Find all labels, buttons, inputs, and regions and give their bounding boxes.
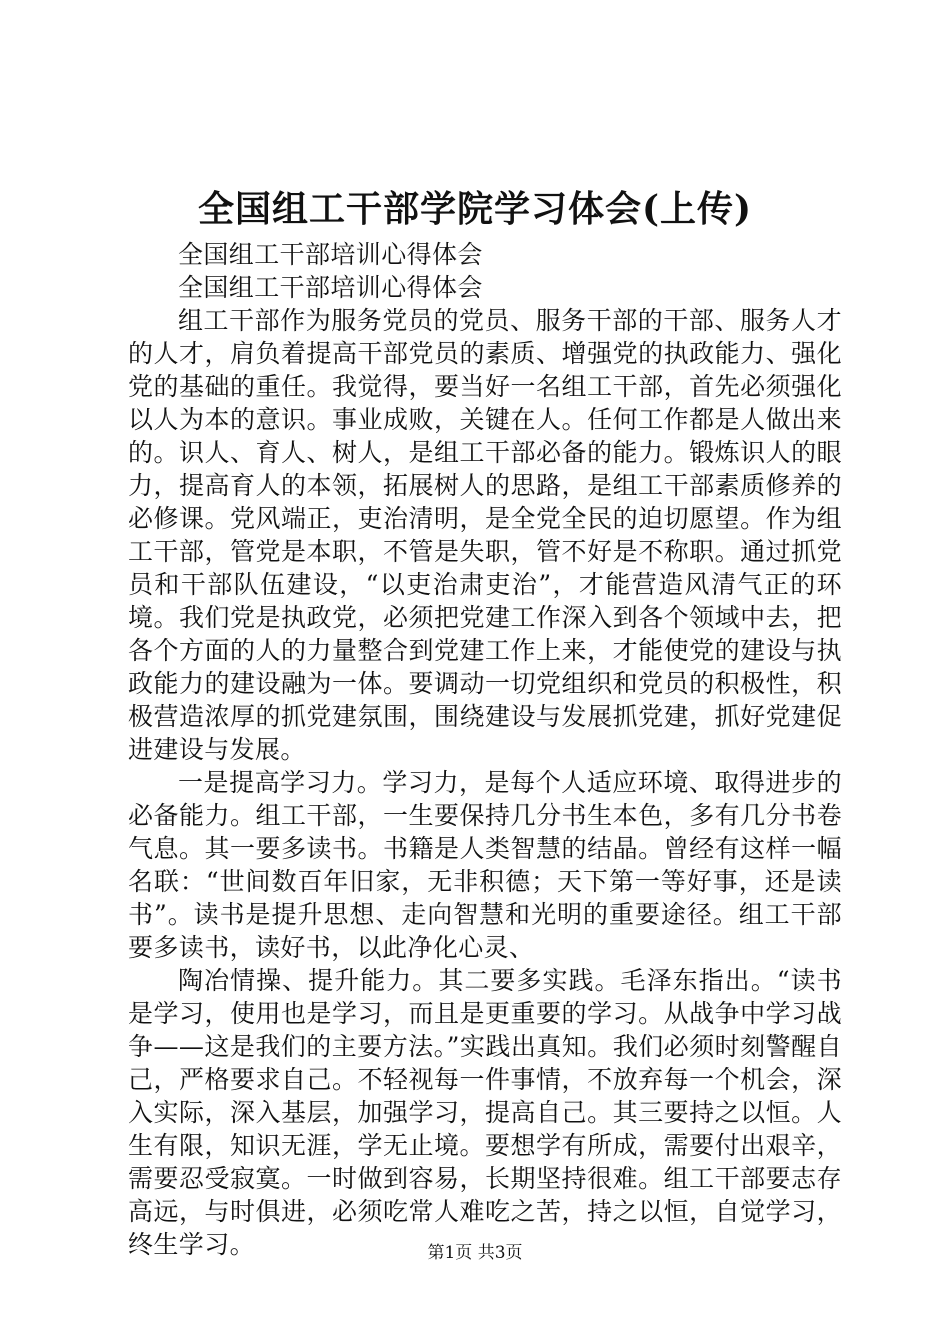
document-body [128,238,842,1261]
page-number-footer: 第1页 共3页 [427,1243,523,1263]
subtitle-line: 全国组工干部培训心得体会 [178,240,483,269]
subtitle-line: 全国组工干部培训心得体会 [178,273,483,302]
body-paragraph: 组工干部作为服务党员的党员、服务干部的干部、服务人才的人才，肩负着提高干部党员的素质、增强党的执政能力、强化党的基础的重任。我觉得，要当好一名组工干部，首先必须强化以人为本的意识。事业成败，关键在人。任何工作都是人做出来的。识人、育人、树人，是组工干部必备的能力。锻炼识人的眼力，提高育人的本领，拓展树人的思路，是组工干部素质修养的必修课。党风端正，吏治清明，是全党全民的迫切愿望。作为组工干部，管党是本职，不管是失职，管不好是不称职。通过抓党员和干部队伍建设，“以吏治肃吏治”，才能营造风清气正的环境。我们党是执政党，必须把党建工作深入到各个领域中去，把各个方面的人的力量整合到党建工作上来，才能使党的建设与执政能力的建设融为一体。要调动一切党组织和党员的积极性，积极营造浓厚的抓党建氛围，围绕建设与发展抓党建，抓好党建促进建设与发展。 [128,306,842,764]
body-paragraph: 一是提高学习力。学习力，是每个人适应环境、取得进步的必备能力。组工干部，一生要保持几分书生本色，多有几分书卷气息。其一要多读书。书籍是人类智慧的结晶。曾经有这样一幅名联：“世间数百年旧家，无非积德；天下第一等好事，还是读书”。读书是提升思想、走向智慧和光明的重要途径。组工干部要多读书，读好书，以此净化心灵、 [128,768,842,962]
body-paragraph: 陶冶情操、提升能力。其二要多实践。毛泽东指出。“读书是学习，使用也是学习，而且是更重要的学习。从战争中学习战争——这是我们的主要方法。”实践出真知。我们必须时刻警醒自己，严格要求自己。不轻视每一件事情，不放弃每一个机会，深入实际，深入基层，加强学习，提高自己。其三要持之以恒。人生有限，知识无涯，学无止境。要想学有所成，需要付出艰辛，需要忍受寂寞。一时做到容易，长期坚持很难。组工干部要志存高远，与时俱进，必须吃常人难吃之苦，持之以恒，自觉学习，终生学习。 [128,966,842,1259]
document-title: 全国组工干部学院学习体会(上传) [197,188,753,230]
